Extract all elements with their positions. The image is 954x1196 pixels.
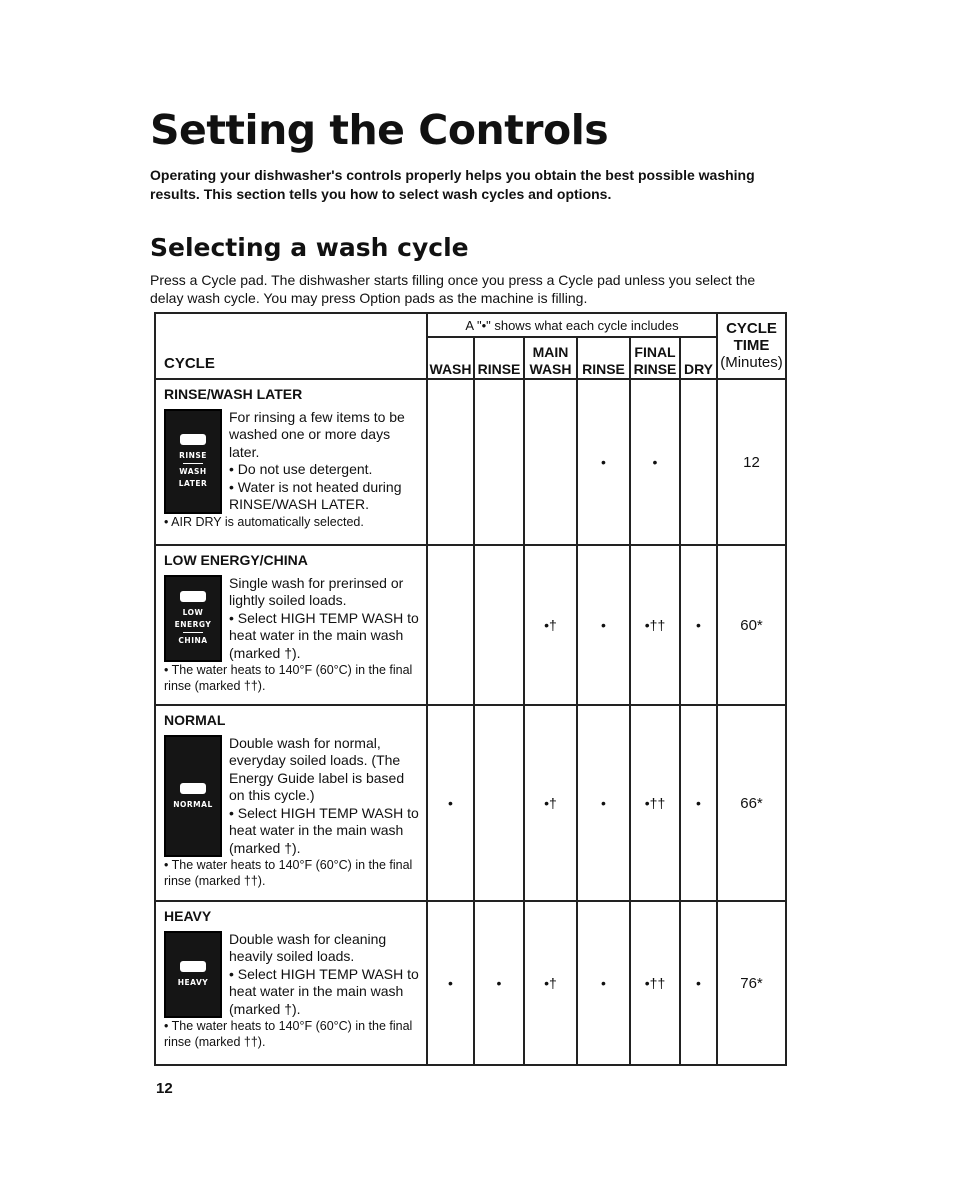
cycle-mark: • [680,705,717,901]
cycle-time: 60* [717,545,786,705]
page-title: Setting the Controls [150,106,609,154]
cycle-name: RINSE/WASH LATER [164,386,303,402]
cycle-mark: • [680,901,717,1065]
column-header-dry: DRY [680,337,717,379]
cycle-mark [524,379,577,545]
cycle-text: For rinsing a few items to be washed one or more days later. [229,408,405,460]
section-intro: Press a Cycle pad. The dishwasher starts filling once you press a Cycle pad unless you select the delay wash cycle. You may press Option pads as the machine is filling. [150,272,756,306]
cycle-note: • AIR DRY is automatically selected. [164,514,364,529]
cycle-mark: • [630,379,680,545]
cycle-mark [427,379,474,545]
cycle-time: 12 [717,379,786,545]
cycle-mark: •† [524,545,577,705]
cycle-description [155,379,427,545]
table-row [155,705,786,901]
intro-paragraph: Operating your dishwasher's controls properly helps you obtain the best possible washing results. This section tells you how to select wash cycles and options. [150,167,755,202]
cycle-mark: • [427,705,474,901]
cycle-table [154,312,787,1066]
table-caption: A "•" shows what each cycle includes [427,313,717,337]
cycle-mark: •†† [630,901,680,1065]
column-header-main-wash: MAIN WASH [524,337,577,379]
cycle-name: LOW ENERGY/CHINA [164,552,308,568]
section-title: Selecting a wash cycle [150,233,469,262]
page-number: 12 [156,1080,173,1097]
normal-pad-icon: NORMAL [164,735,222,858]
cycle-text: Double wash for cleaning heavily soiled loads. [229,930,387,964]
table-row [155,379,786,545]
cycle-mark: •†† [630,705,680,901]
cycle-mark: • [577,901,630,1065]
cycle-description [155,901,427,1065]
cycle-mark: • [577,379,630,545]
column-header-final-rinse: FINAL RINSE [630,337,680,379]
cycle-mark: •†† [630,545,680,705]
cycle-mark: • [577,545,630,705]
cycle-mark: •† [524,705,577,901]
cycle-text: Single wash for prerinsed or lightly soiled loads. [229,574,404,608]
cycle-note: • The water heats to 140°F (60°C) in the final rinse (marked ††). [164,1019,413,1049]
heavy-pad-icon: HEAVY [164,931,222,1019]
cycle-text: • Select HIGH TEMP WASH to heat water in the main wash (marked †). [229,965,419,1017]
cycle-text: • Select HIGH TEMP WASH to heat water in the main wash (marked †). [229,609,419,661]
cycle-mark [474,545,524,705]
cycle-mark: • [474,901,524,1065]
table-row [155,901,786,1065]
cycle-time: 76* [717,901,786,1065]
cycle-mark [474,379,524,545]
column-header-wash: WASH [427,337,474,379]
cycle-mark [680,379,717,545]
cycle-text: • Do not use detergent. [229,461,373,477]
cycle-time-header: CYCLE TIME (Minutes) [717,313,786,379]
cycle-column-header: CYCLE [155,313,427,379]
cycle-mark: • [427,901,474,1065]
column-header-rinse: RINSE [474,337,524,379]
cycle-name: NORMAL [164,712,226,728]
cycle-mark: • [577,705,630,901]
cycle-text: Double wash for normal, everyday soiled loads. (The Energy Guide label is based on this cycle.) [229,734,405,803]
rinse-wash-later-pad-icon: RINSE WASH LATER [164,409,222,514]
cycle-description [155,545,427,705]
low-energy-china-pad-icon: LOW ENERGY CHINA [164,575,222,663]
cycle-text: • Water is not heated during RINSE/WASH LATER. [229,478,402,512]
cycle-time: 66* [717,705,786,901]
cycle-name: HEAVY [164,908,212,924]
cycle-text: • Select HIGH TEMP WASH to heat water in the main wash (marked †). [229,804,419,856]
table-row [155,545,786,705]
cycle-mark [427,545,474,705]
cycle-note: • The water heats to 140°F (60°C) in the final rinse (marked ††). [164,663,413,693]
cycle-note: • The water heats to 140°F (60°C) in the final rinse (marked ††). [164,858,413,888]
column-header-rinse-2: RINSE [577,337,630,379]
cycle-mark: •† [524,901,577,1065]
cycle-mark: • [680,545,717,705]
cycle-description [155,705,427,901]
cycle-mark [474,705,524,901]
